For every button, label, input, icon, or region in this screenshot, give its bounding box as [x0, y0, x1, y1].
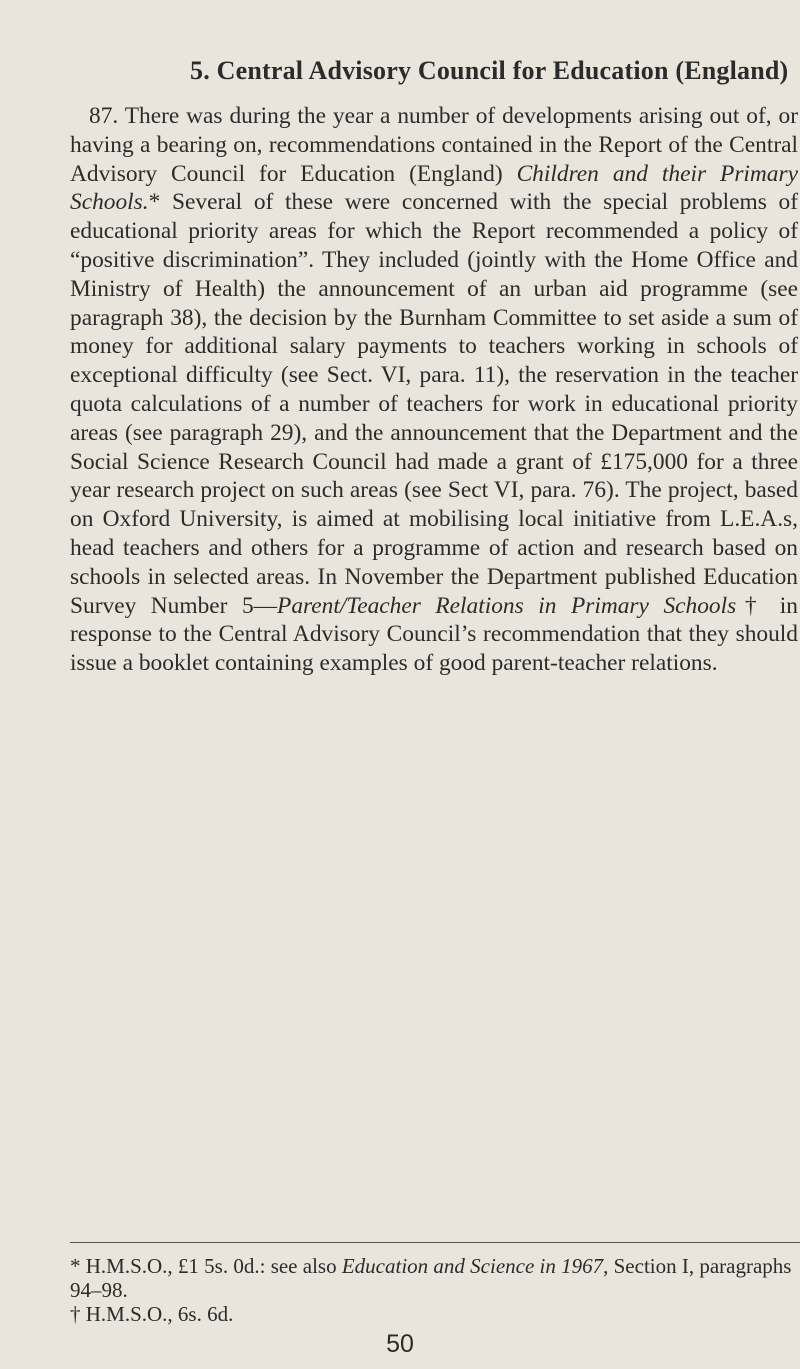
- footnote-ref-dagger: †: [736, 592, 766, 619]
- footnote-1-title: Education and Science in 1967: [341, 1254, 604, 1278]
- footnote-1-mark: *: [70, 1254, 81, 1278]
- paragraph-text-part-2: Several of these were concerned with the special problems of educational priority areas for which the Report recommended a policy of “positive discrimination”. They included (jointly with the Home Office and Ministry of Health) the announcement of an urban aid programme (see paragraph 38), the decision by the Burnham Committee to set aside a sum of money for additional salary payments to teachers working in schools of exceptional difficulty (see Sect. VI, para. 11), the reservation in the teacher quota calculations of a number of teachers for work in educational priority areas (see paragraph 29), and the announcement that the Department and the Social Science Research Council had made a grant of £175,000 for a three year research project on such areas (see Sect VI, para. 76). The project, based on Oxford University, is aimed at mobilising local initiative from L.E.A.s, head teachers and others for a programme of action and research based on schools in selected areas. In November the Department published Education Survey Number 5—: [70, 189, 798, 619]
- footnote-2: [70, 1302, 800, 1326]
- footnote-2-text: H.M.S.O., 6s. 6d.: [80, 1302, 234, 1326]
- paragraph-text-part-3: in response to the Central Advisory Council’s recommendation that they should issue a booklet containing examples of good parent-teacher relations.: [70, 592, 798, 677]
- report-title-children-primary-schools: Children and their Primary Schools.: [70, 160, 798, 216]
- survey-title-parent-teacher: Parent/Teacher Relations in Primary Schools: [277, 592, 737, 619]
- paragraph-text-part-1: 87. There was during the year a number of developments arising out of, or having a bearing on, recommendations contained in the Report of the Central Advisory Council for Education (England): [70, 103, 798, 187]
- footnote-1-text-end: , Section I, paragraphs 94–98.: [70, 1254, 792, 1302]
- footnote-2-mark: †: [70, 1302, 81, 1326]
- footnote-divider: [70, 1242, 800, 1243]
- page-number: 50: [386, 1330, 414, 1358]
- footnote-1: [70, 1254, 800, 1302]
- section-heading: 5. Central Advisory Council for Education (England): [190, 56, 789, 85]
- footnote-ref-asterisk: *: [148, 189, 161, 216]
- paragraph-87: [70, 102, 798, 678]
- footnote-1-text: H.M.S.O., £1 5s. 0d.: see also: [80, 1254, 342, 1278]
